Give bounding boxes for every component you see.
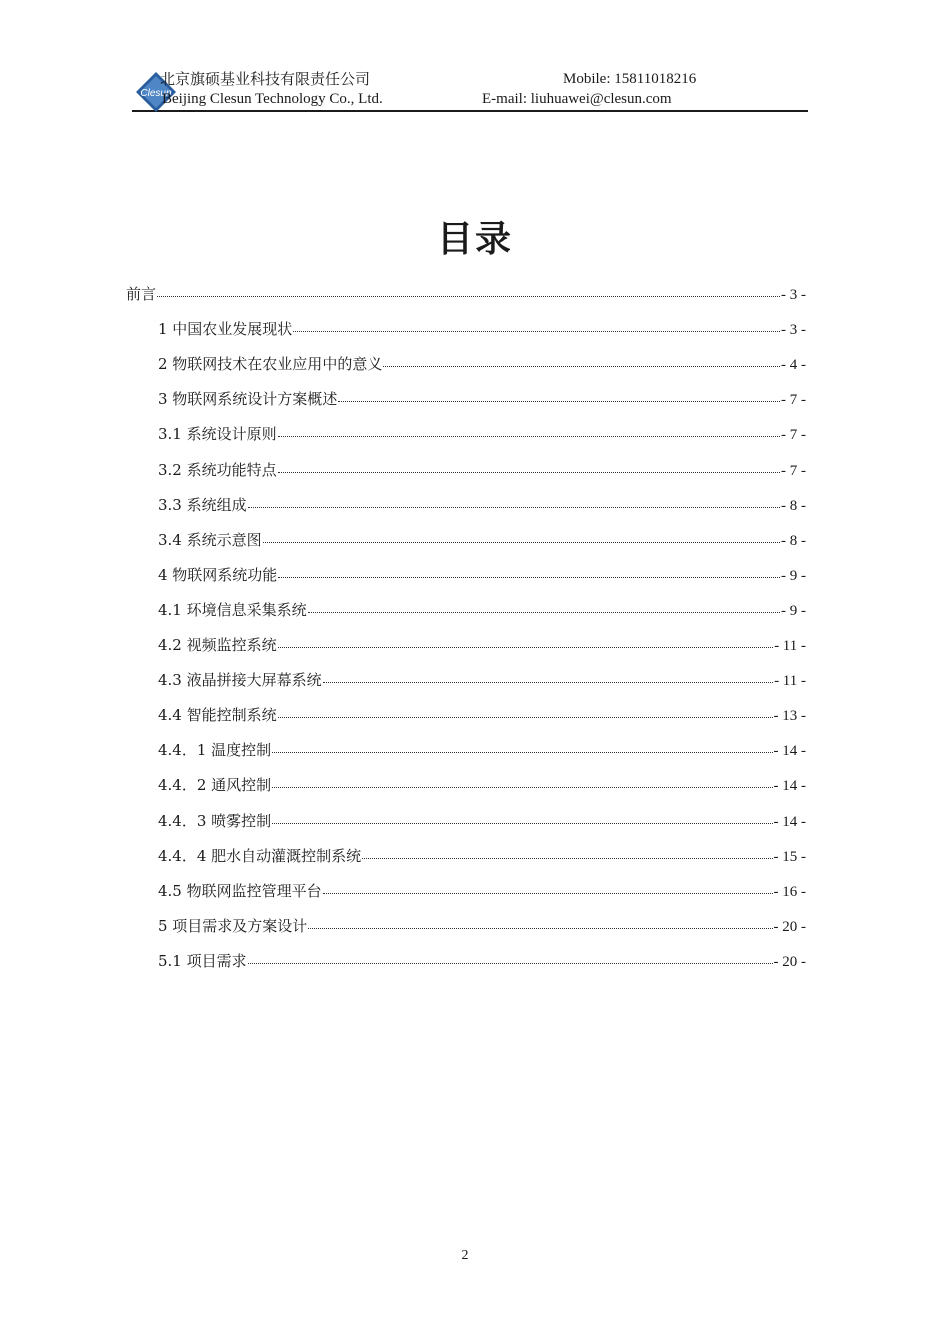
toc-leader-dots (278, 435, 780, 437)
toc-leader-dots (323, 892, 773, 894)
toc-entry-page: - 13 - (773, 708, 806, 724)
toc-entry-page: - 11 - (774, 673, 806, 689)
toc-entry[interactable] (158, 916, 806, 937)
toc-entry[interactable] (158, 775, 806, 796)
toc-entry-label: 4.2 视频监控系统 (158, 636, 277, 654)
toc-entry[interactable] (158, 389, 806, 410)
toc-entry[interactable] (158, 811, 806, 832)
toc-leader-dots (383, 365, 780, 367)
toc-leader-dots (278, 576, 780, 578)
toc-entry[interactable] (158, 881, 806, 902)
toc-entry-page: - 4 - (781, 357, 806, 373)
toc-entry-label: 4.4．2 通风控制 (158, 776, 272, 794)
toc-entry[interactable] (158, 951, 806, 972)
toc-entry-label: 3 物联网系统设计方案概述 (158, 390, 338, 408)
toc-entry[interactable] (158, 705, 806, 726)
toc-entry-label: 4.4．4 肥水自动灌溉控制系统 (158, 847, 362, 865)
toc-entry-label: 5 项目需求及方案设计 (158, 917, 308, 935)
toc-leader-dots (308, 927, 772, 929)
toc-entry-page: - 14 - (773, 743, 806, 759)
email-address: E-mail: liuhuawei@clesun.com (482, 91, 672, 107)
toc-leader-dots (272, 751, 772, 753)
toc-entry-page: - 3 - (781, 322, 806, 338)
toc-entry-label: 5.1 项目需求 (158, 952, 247, 970)
toc-entry-page: - 7 - (781, 392, 806, 408)
toc-entry[interactable] (158, 565, 806, 586)
toc-entry[interactable] (126, 284, 806, 305)
logo-text: Clesun (140, 88, 172, 99)
toc-entry-page: - 8 - (781, 533, 806, 549)
toc-entry[interactable] (158, 495, 806, 516)
toc-entry-label: 2 物联网技术在农业应用中的意义 (158, 355, 383, 373)
toc-entry-page: - 20 - (773, 919, 806, 935)
toc-leader-dots (272, 786, 772, 788)
toc-entry-page: - 14 - (773, 778, 806, 794)
toc-entry[interactable] (158, 670, 806, 691)
company-name-cn: 北京旗硕基业科技有限责任公司 (160, 70, 371, 88)
toc-entry[interactable] (158, 600, 806, 621)
toc-entry-label: 4 物联网系统功能 (158, 566, 278, 584)
toc-entry[interactable] (158, 460, 806, 481)
toc-leader-dots (248, 506, 780, 508)
toc-entry-label: 4.4．3 喷雾控制 (158, 812, 272, 830)
toc-entry-label: 3.1 系统设计原则 (158, 425, 277, 443)
toc-entry-label: 3.3 系统组成 (158, 496, 247, 514)
toc-entry[interactable] (158, 354, 806, 375)
page-header (132, 68, 808, 112)
toc-entry-label: 3.4 系统示意图 (158, 531, 262, 549)
toc-leader-dots (278, 716, 773, 718)
toc-entry-label: 1 中国农业发展现状 (158, 320, 293, 338)
toc-entry-page: - 15 - (773, 849, 806, 865)
mobile-number: Mobile: 15811018216 (563, 71, 697, 87)
toc-entry-label: 4.4．1 温度控制 (158, 741, 272, 759)
toc-entry-label: 4.5 物联网监控管理平台 (158, 882, 322, 900)
toc-entry[interactable] (158, 319, 806, 340)
toc-leader-dots (293, 330, 780, 332)
toc-entry-page: - 9 - (781, 568, 806, 584)
toc-entry-label: 前言 (126, 285, 157, 303)
toc-entry-page: - 20 - (773, 954, 806, 970)
toc-title: 目录 (436, 218, 513, 260)
toc-leader-dots (248, 962, 773, 964)
toc-entry[interactable] (158, 740, 806, 761)
company-name-en: Beijing Clesun Technology Co., Ltd. (162, 91, 383, 107)
toc-leader-dots (263, 541, 780, 543)
toc-entry-page: - 11 - (774, 638, 806, 654)
toc-entry-page: - 14 - (773, 814, 806, 830)
toc-entry-label: 4.4 智能控制系统 (158, 706, 277, 724)
toc-entry[interactable] (158, 846, 806, 867)
toc-entry[interactable] (158, 424, 806, 445)
toc-leader-dots (157, 295, 780, 297)
toc-entry[interactable] (158, 635, 806, 656)
toc-entry-page: - 3 - (781, 287, 806, 303)
toc-leader-dots (308, 611, 780, 613)
toc-entry-page: - 7 - (781, 463, 806, 479)
toc-entry-label: 4.1 环境信息采集系统 (158, 601, 307, 619)
toc-leader-dots (362, 857, 772, 859)
toc-leader-dots (272, 822, 772, 824)
toc-entry-label: 3.2 系统功能特点 (158, 461, 277, 479)
toc-entry-label: 4.3 液晶拼接大屏幕系统 (158, 671, 322, 689)
toc-entry[interactable] (158, 530, 806, 551)
toc-leader-dots (278, 471, 780, 473)
toc-leader-dots (278, 646, 773, 648)
toc-entry-page: - 7 - (781, 427, 806, 443)
toc-entry-page: - 9 - (781, 603, 806, 619)
toc-entry-page: - 8 - (781, 498, 806, 514)
toc-leader-dots (323, 681, 773, 683)
toc-leader-dots (338, 400, 780, 402)
toc-entry-page: - 16 - (773, 884, 806, 900)
page-number: 2 (461, 1248, 469, 1263)
